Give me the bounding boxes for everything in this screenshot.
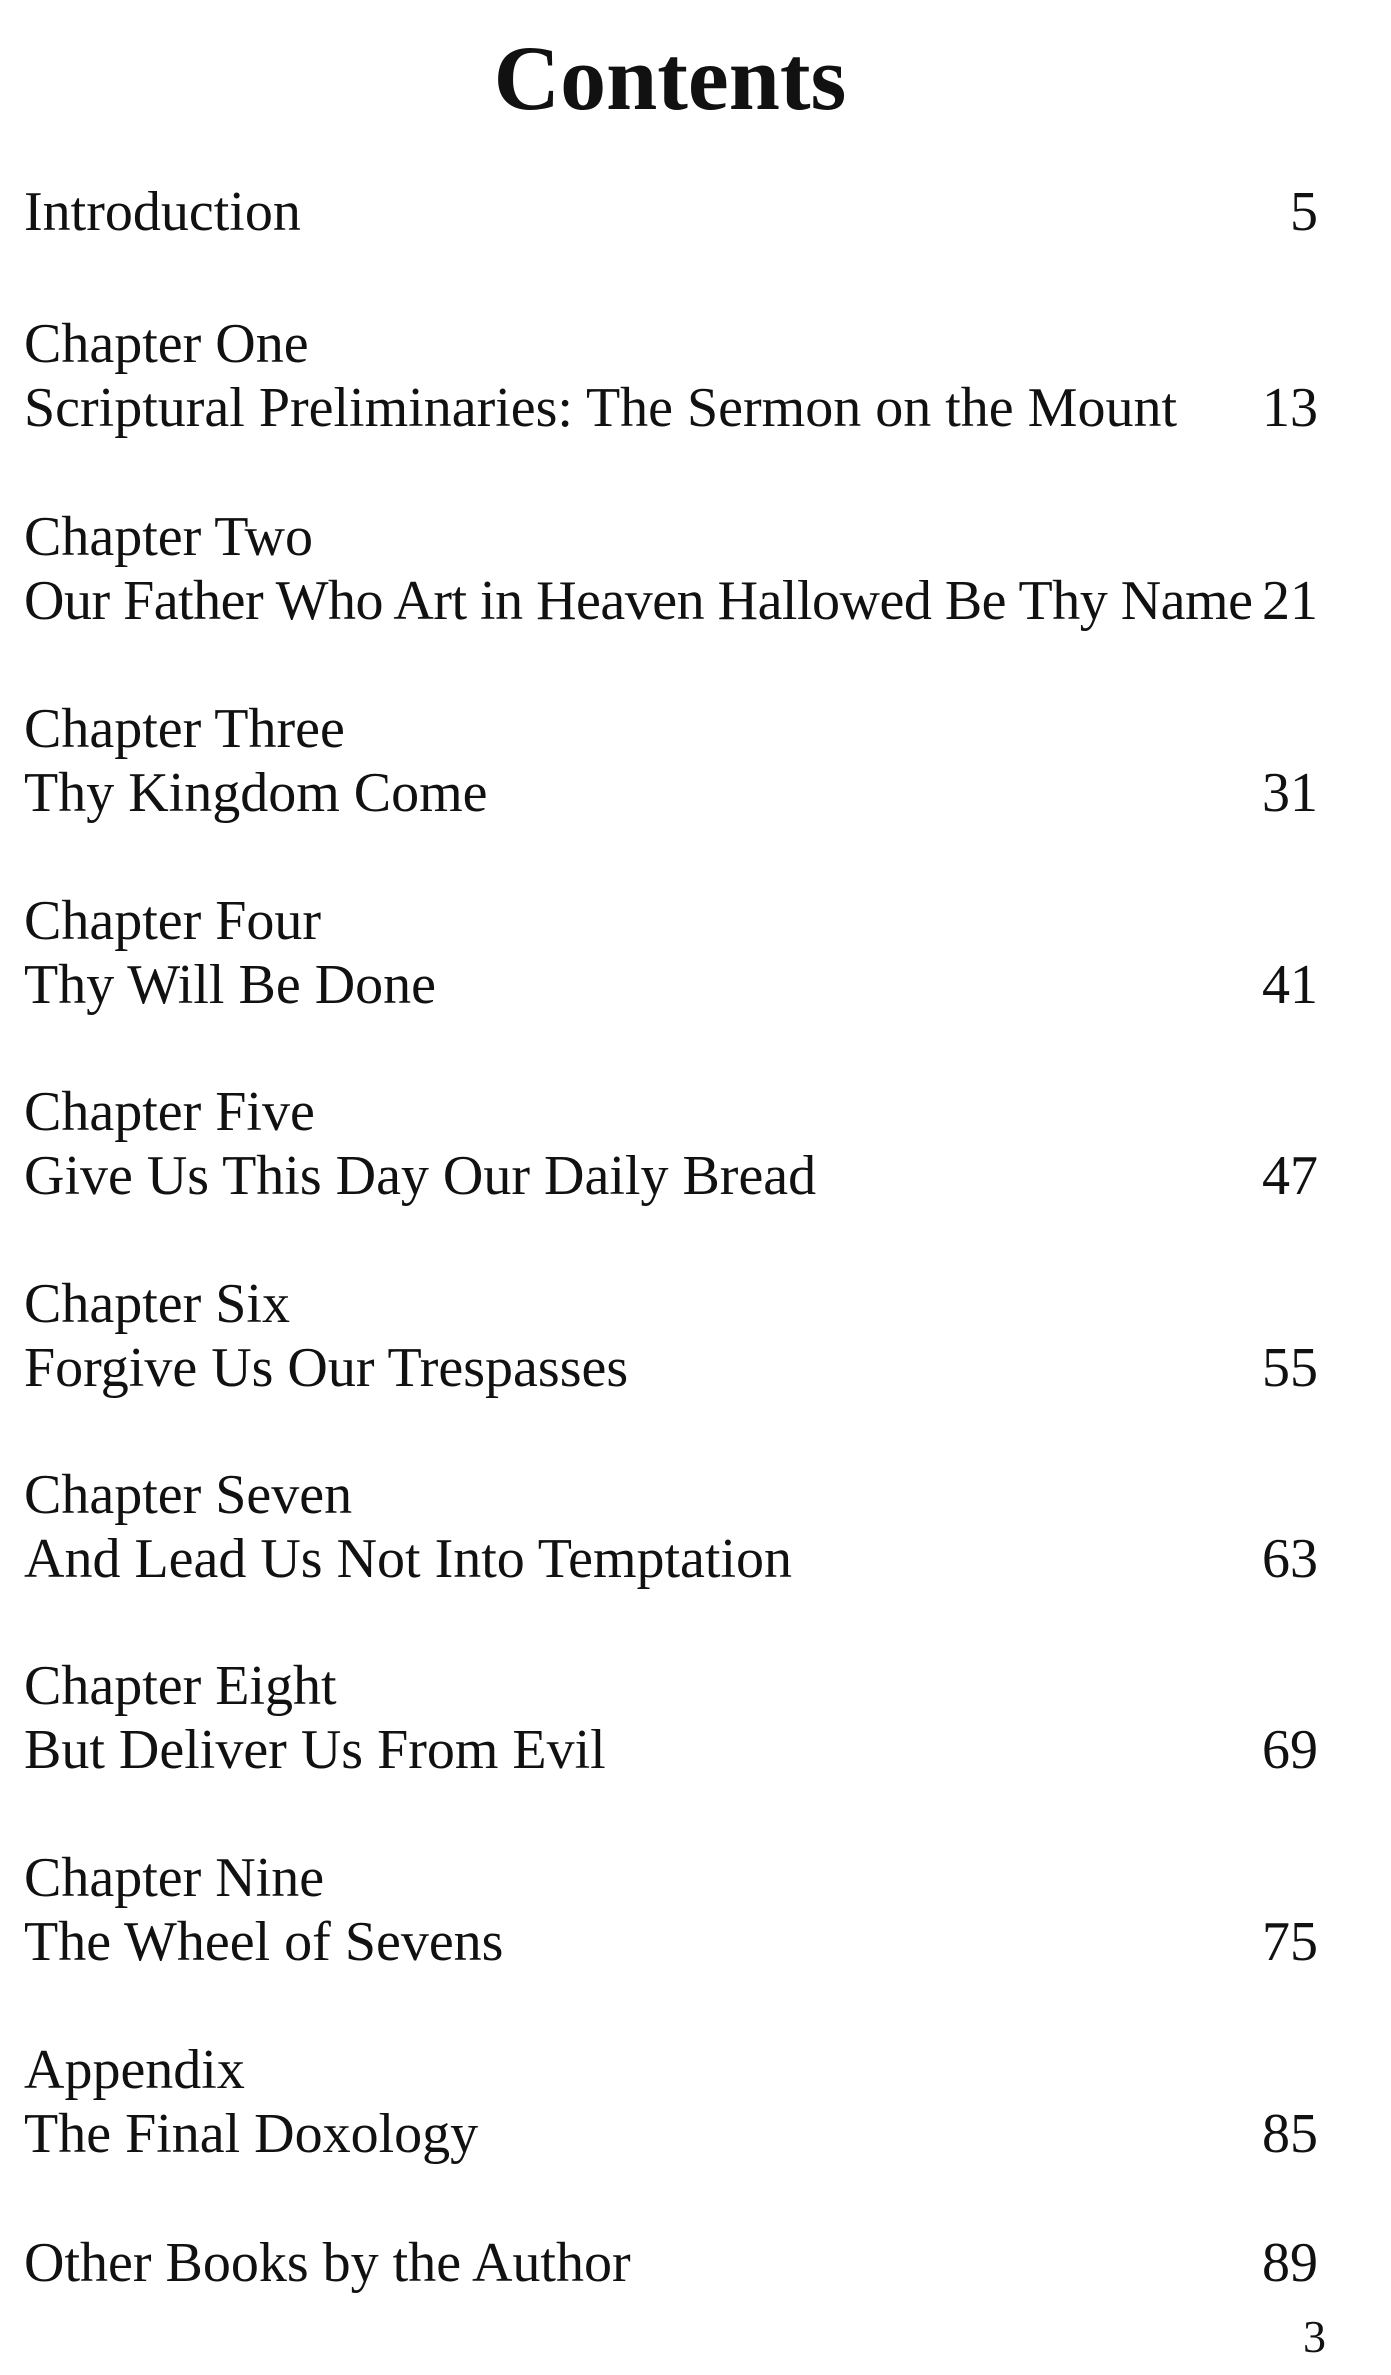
toc-chapter-heading: Chapter Four xyxy=(24,890,322,952)
toc-chapter-heading: Chapter Three xyxy=(24,698,345,760)
toc-entry-title: Thy Will Be Done xyxy=(24,954,436,1016)
toc-entry-chapter-three xyxy=(24,697,1318,825)
toc-page-number: 63 xyxy=(1262,1528,1318,1590)
toc-entry-row xyxy=(24,1718,1318,1782)
toc-entry-row xyxy=(24,761,1318,825)
toc-page-number: 13 xyxy=(1262,377,1318,439)
toc-page-number: 55 xyxy=(1262,1337,1318,1399)
toc-entry-row xyxy=(24,2231,1318,2295)
toc-entry-title: Introduction xyxy=(24,181,301,243)
toc-entry-row xyxy=(24,1336,1318,1400)
toc-chapter-heading: Chapter Seven xyxy=(24,1464,353,1526)
toc-chapter-heading: Chapter Nine xyxy=(24,1847,325,1909)
toc-entry-title: The Final Doxology xyxy=(24,2103,479,2165)
toc-page-number: 75 xyxy=(1262,1911,1318,1973)
toc-entry-appendix xyxy=(24,2038,1318,2166)
toc-entry-chapter-one xyxy=(24,312,1318,440)
toc-page-number: 21 xyxy=(1262,570,1318,632)
toc-chapter-heading: Chapter Five xyxy=(24,1081,315,1143)
toc-chapter-heading: Chapter Eight xyxy=(24,1655,337,1717)
toc-entry-title: The Wheel of Sevens xyxy=(24,1911,504,1973)
toc-chapter-heading: Chapter Two xyxy=(24,506,313,568)
page-folio-number: 3 xyxy=(1303,2311,1326,2362)
toc-entry-chapter-seven xyxy=(24,1463,1318,1591)
toc-page-number: 31 xyxy=(1262,762,1318,824)
toc-chapter-heading: Appendix xyxy=(24,2039,245,2101)
toc-entry-row xyxy=(24,1144,1318,1208)
toc-entry-chapter-six xyxy=(24,1272,1318,1400)
toc-entry-chapter-two xyxy=(24,505,1318,633)
toc-entry-row xyxy=(24,1910,1318,1974)
toc-entry-other-books xyxy=(24,2231,1318,2295)
toc-entry-row xyxy=(24,953,1318,1017)
toc-entry-chapter-nine xyxy=(24,1846,1318,1974)
toc-page-number: 47 xyxy=(1262,1145,1318,1207)
toc-chapter-heading: Chapter One xyxy=(24,313,309,375)
toc-page-number: 41 xyxy=(1262,954,1318,1016)
toc-entry-title: Thy Kingdom Come xyxy=(24,762,488,824)
toc-entry-chapter-four xyxy=(24,889,1318,1017)
toc-chapter-heading: Chapter Six xyxy=(24,1273,290,1335)
toc-entry-row xyxy=(24,1527,1318,1591)
toc-entry-row xyxy=(24,2102,1318,2166)
toc-entry-row xyxy=(24,569,1318,633)
toc-entry-title: And Lead Us Not Into Temptation xyxy=(24,1528,793,1590)
toc-page-number: 5 xyxy=(1290,181,1318,243)
toc-entry-chapter-eight xyxy=(24,1654,1318,1782)
toc-entry-chapter-five xyxy=(24,1080,1318,1208)
toc-entry-title: Our Father Who Art in Heaven Hallowed Be Thy Name xyxy=(24,570,1253,632)
toc-entry-row xyxy=(24,376,1318,440)
toc-entry-title: Other Books by the Author xyxy=(24,2232,631,2294)
toc-entry-title: Forgive Us Our Trespasses xyxy=(24,1337,629,1399)
toc-entry-title: But Deliver Us From Evil xyxy=(24,1719,606,1781)
page-title: Contents xyxy=(493,27,847,129)
toc-entry-title: Scriptural Preliminaries: The Sermon on the Mount xyxy=(24,377,1178,439)
toc-page-number: 89 xyxy=(1262,2232,1318,2294)
toc-page-number: 69 xyxy=(1262,1719,1318,1781)
toc-entry-row xyxy=(24,180,1318,244)
toc-entry-title: Give Us This Day Our Daily Bread xyxy=(24,1145,817,1207)
toc-page-number: 85 xyxy=(1262,2103,1318,2165)
toc-entry-introduction xyxy=(24,180,1318,244)
